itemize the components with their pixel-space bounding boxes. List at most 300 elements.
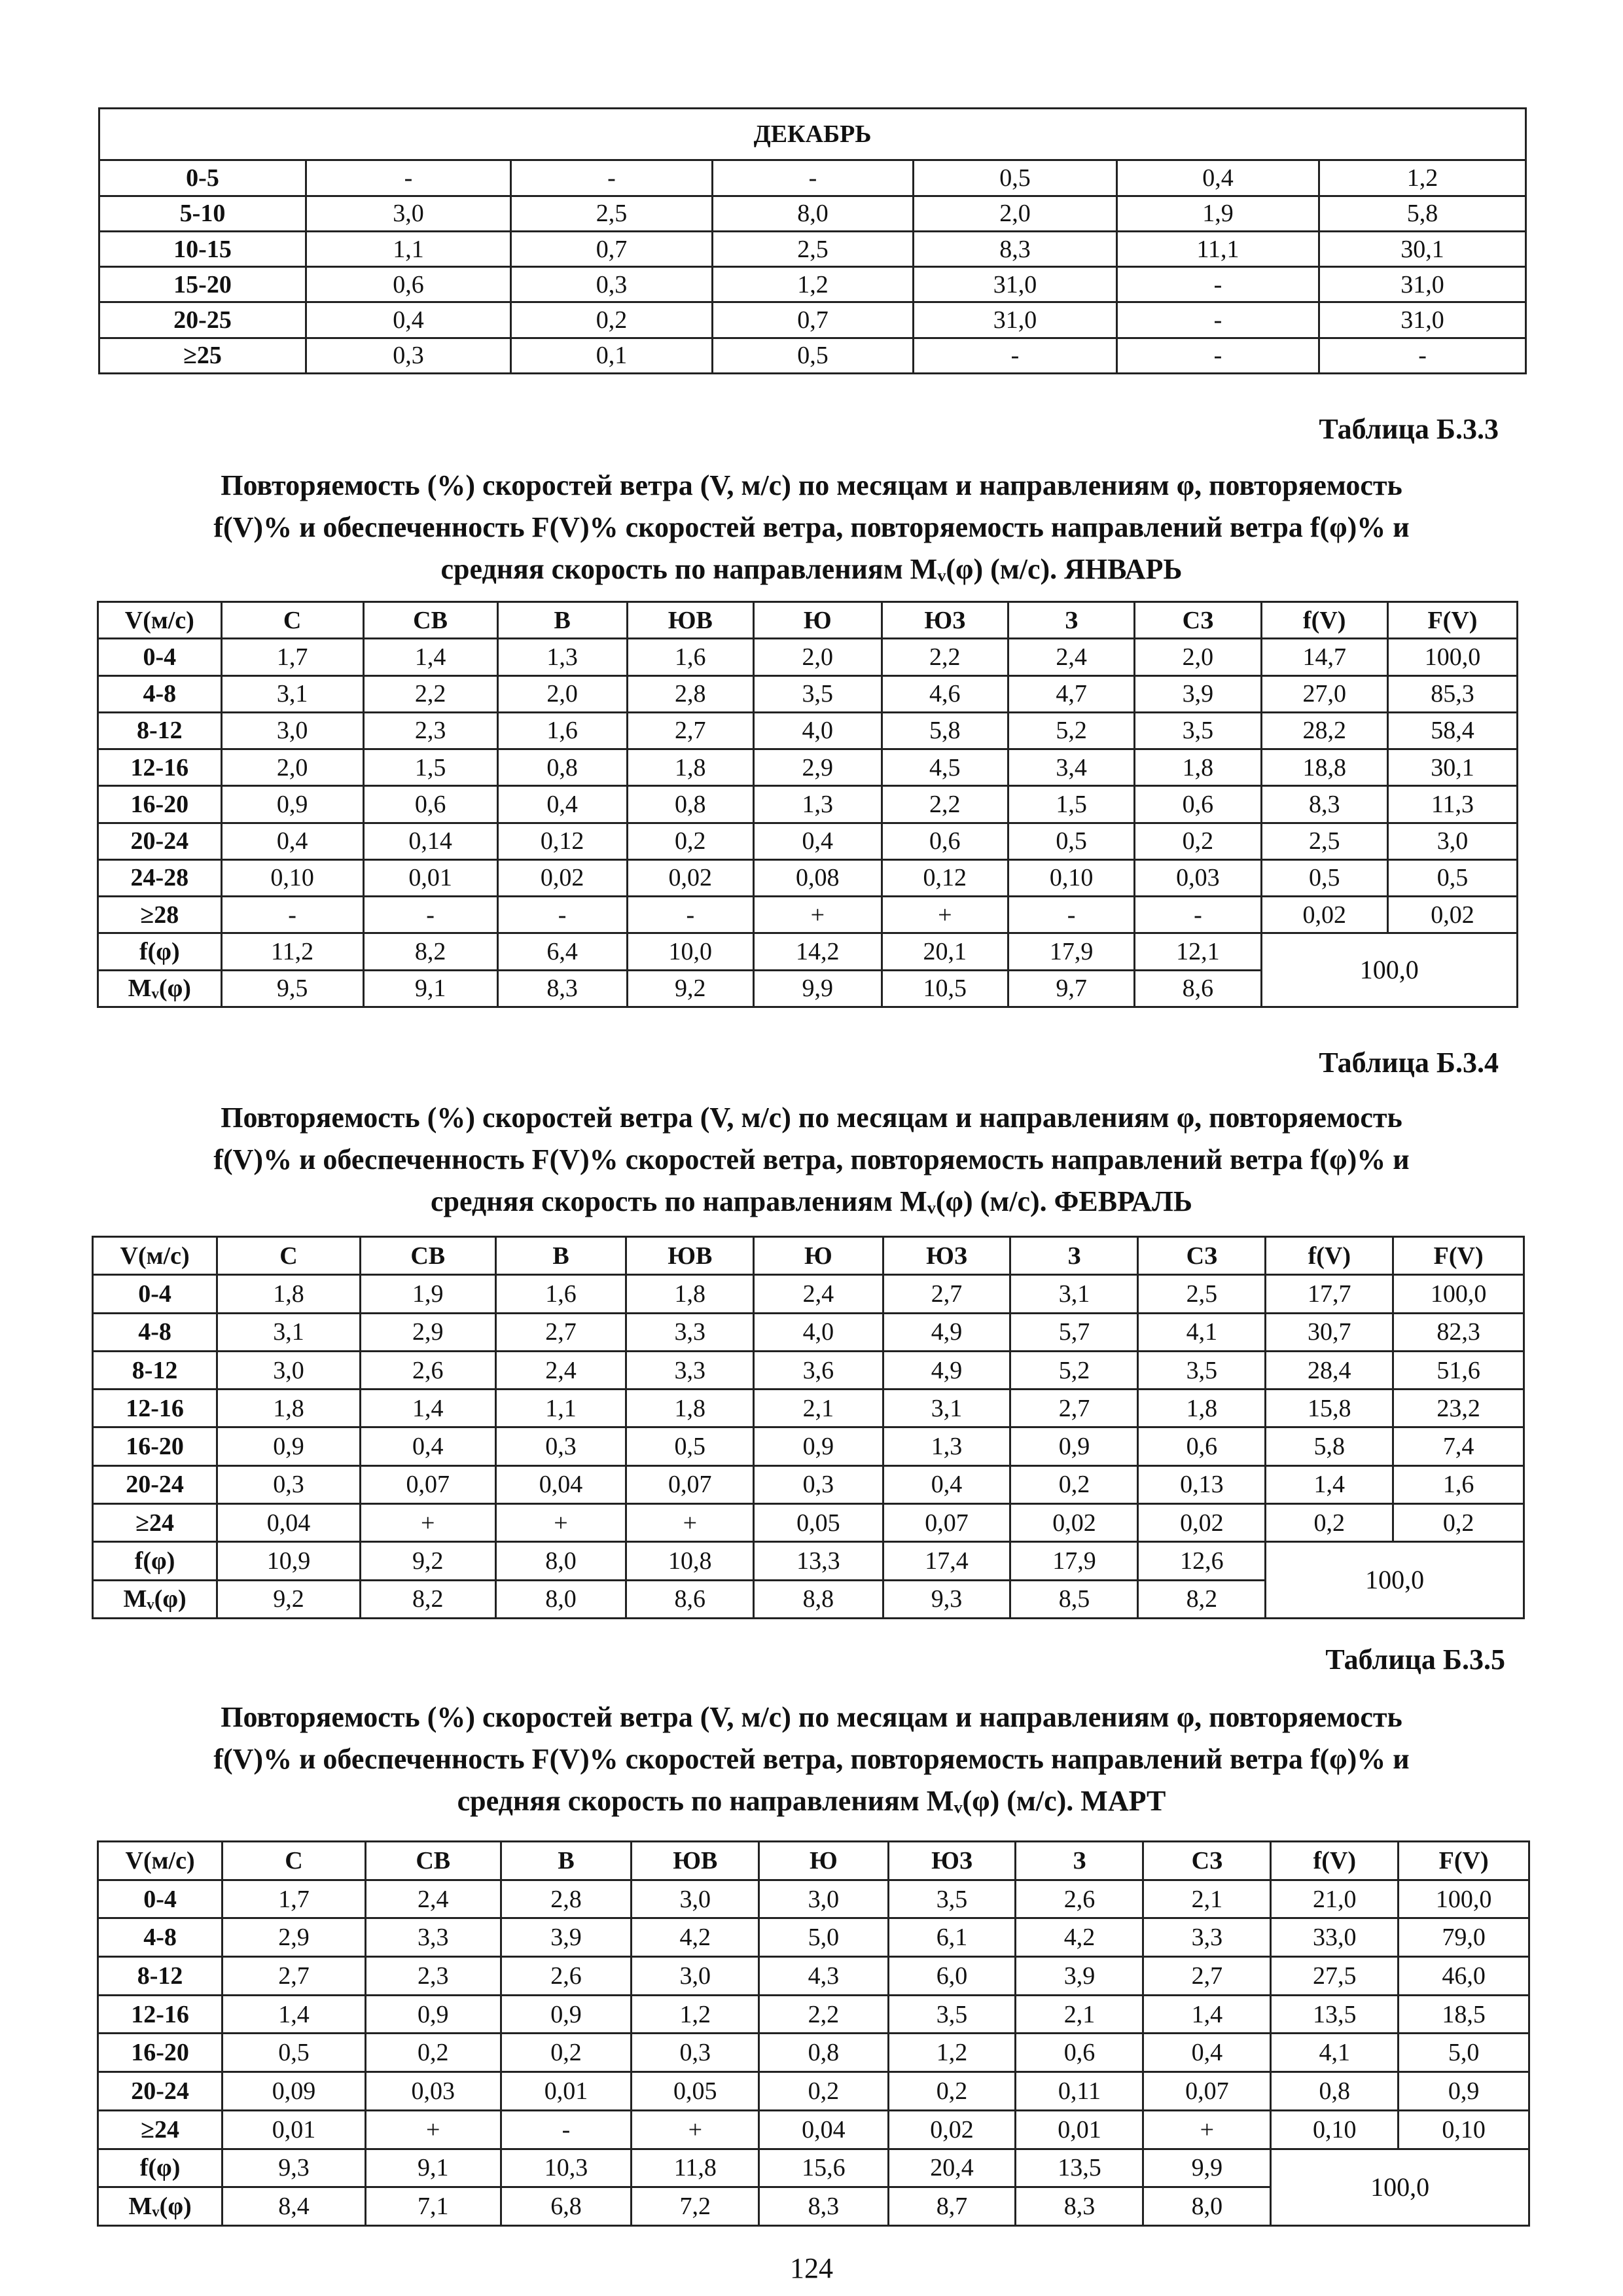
table-cell: 2,0	[497, 675, 627, 712]
table-cell: 4,2	[1016, 1918, 1143, 1957]
table-cell: 2,0	[221, 749, 363, 786]
table-cell: 0,5	[223, 2034, 366, 2072]
column-header: СВ	[365, 1842, 501, 1880]
table-cell: 0,3	[632, 2034, 759, 2072]
table-cell: 9,1	[363, 970, 497, 1007]
table-cell: 0,04	[495, 1465, 626, 1503]
table-cell: 1,9	[360, 1275, 495, 1313]
table-cell: 2,7	[1010, 1390, 1138, 1427]
table-cell: 0,07	[883, 1504, 1010, 1542]
row-label: 8-12	[98, 1957, 223, 1996]
table-cell: 0,8	[1271, 2072, 1399, 2111]
table-cell: 2,5	[1138, 1275, 1266, 1313]
table-cell: +	[495, 1504, 626, 1542]
table-cell: 3,4	[1008, 749, 1134, 786]
table-cell: 2,2	[882, 786, 1008, 823]
table-row	[93, 1427, 1524, 1465]
table-cell: 4,0	[754, 1313, 883, 1351]
row-label: 16-20	[93, 1427, 217, 1465]
table-cell: 28,2	[1261, 712, 1387, 749]
table-cell: 8,0	[713, 196, 914, 231]
table-cell: 2,1	[1016, 1995, 1143, 2034]
table-row	[98, 2072, 1529, 2111]
table-cell: 9,2	[360, 1542, 495, 1580]
table-cell: 5,7	[1010, 1313, 1138, 1351]
table-cell: 0,4	[753, 823, 882, 859]
table-row	[98, 712, 1518, 749]
table-cell: 11,8	[632, 2149, 759, 2187]
table-cell: 15,6	[759, 2149, 888, 2187]
table-cell: 1,3	[753, 786, 882, 823]
table-cell: -	[1008, 897, 1134, 933]
table-cell: 31,0	[1319, 302, 1526, 338]
table-cell: 0,13	[1138, 1465, 1266, 1503]
row-label: 20-24	[93, 1465, 217, 1503]
table-cell: 0,5	[626, 1427, 754, 1465]
row-label: Mᵥ(φ)	[98, 2187, 223, 2226]
table-cell: 0,02	[1138, 1504, 1266, 1542]
table-cell: 9,7	[1008, 970, 1134, 1007]
caption-line: f(V)% и обеспеченность F(V)% скоростей ветра, повторяемость направлений ветра f(φ)% и	[213, 1743, 1410, 1775]
table-cell: 0,02	[497, 859, 627, 896]
table-cell: 0,9	[217, 1427, 361, 1465]
table-cell: 0,7	[713, 302, 914, 338]
table-cell: 2,9	[360, 1313, 495, 1351]
column-header: СЗ	[1138, 1237, 1266, 1275]
table-row	[98, 639, 1518, 675]
table-cell: 1,1	[495, 1390, 626, 1427]
table-cell: 0,3	[495, 1427, 626, 1465]
table-cell: 1,8	[217, 1390, 361, 1427]
table-cell: 0,09	[223, 2072, 366, 2111]
table-cell: 1,4	[363, 639, 497, 675]
table-cell: 0,04	[759, 2110, 888, 2149]
table-cell: 0,02	[1261, 897, 1387, 933]
row-label: Mᵥ(φ)	[98, 970, 222, 1007]
table-cell: 3,3	[1143, 1918, 1271, 1957]
table-cell: 3,6	[754, 1351, 883, 1389]
table-cell: 3,0	[1387, 823, 1517, 859]
table-cell: 0,6	[1016, 2034, 1143, 2072]
table-cell: 30,7	[1266, 1313, 1393, 1351]
table-cell: 1,4	[1266, 1465, 1393, 1503]
column-header: С	[217, 1237, 361, 1275]
table-cell: 9,2	[217, 1580, 361, 1618]
table-cell: 0,4	[497, 786, 627, 823]
row-label: 0-4	[93, 1275, 217, 1313]
table-cell: 3,5	[753, 675, 882, 712]
table-cell: 11,2	[221, 933, 363, 970]
column-header: В	[495, 1237, 626, 1275]
table-cell: 2,0	[914, 196, 1117, 231]
table-cell: +	[632, 2110, 759, 2149]
table-cell: -	[713, 160, 914, 196]
header-row	[98, 602, 1518, 639]
table-cell: 0,2	[1393, 1504, 1524, 1542]
caption-line: Повторяемость (%) скоростей ветра (V, м/с) по месяцам и направлениям φ, повторяемость	[221, 1701, 1402, 1733]
table-cell: 100,0	[1393, 1275, 1524, 1313]
table-cell: 13,3	[754, 1542, 883, 1580]
table-cell: 3,1	[883, 1390, 1010, 1427]
march-table	[97, 1840, 1530, 2227]
table-cell: 31,0	[914, 267, 1117, 302]
table-cell: 3,0	[221, 712, 363, 749]
table-cell: -	[511, 160, 713, 196]
table-cell: 0,6	[306, 267, 511, 302]
table-row	[93, 1313, 1524, 1351]
table-cell: 2,2	[363, 675, 497, 712]
table-cell: 0,8	[759, 2034, 888, 2072]
table-cell: 1,8	[217, 1275, 361, 1313]
row-label: 10-15	[99, 231, 306, 266]
table-cell: -	[1117, 302, 1319, 338]
table-cell: 1,8	[627, 749, 753, 786]
table-cell: 0,4	[221, 823, 363, 859]
table-cell: 0,9	[365, 1995, 501, 2034]
january-table	[97, 601, 1518, 1008]
table-cell: 0,2	[1010, 1465, 1138, 1503]
row-label: 16-20	[98, 2034, 223, 2072]
table-cell: 1,8	[1135, 749, 1261, 786]
page-number: 124	[790, 2252, 833, 2284]
table-cell: 8,2	[1138, 1580, 1266, 1618]
table-cell: 3,1	[221, 675, 363, 712]
table-cell: 0,9	[1010, 1427, 1138, 1465]
table-cell: 8,0	[495, 1542, 626, 1580]
table-cell: 3,0	[306, 196, 511, 231]
table-cell: 100,0	[1399, 1880, 1529, 1918]
table-cell: 4,7	[1008, 675, 1134, 712]
table-cell: 0,5	[1261, 859, 1387, 896]
table-cell: 2,4	[365, 1880, 501, 1918]
table-cell: 0,4	[1117, 160, 1319, 196]
column-header: V(м/с)	[98, 602, 222, 639]
table-row	[98, 1957, 1529, 1996]
table-cell: 2,1	[754, 1390, 883, 1427]
column-header: ЮЗ	[888, 1842, 1016, 1880]
table-cell: 2,8	[627, 675, 753, 712]
table-cell: 0,01	[223, 2110, 366, 2149]
table-cell: 0,01	[363, 859, 497, 896]
table-cell: 17,4	[883, 1542, 1010, 1580]
table-cell: 2,0	[753, 639, 882, 675]
table-caption	[79, 465, 1544, 590]
table-cell: 3,3	[365, 1918, 501, 1957]
table-cell: 8,7	[888, 2187, 1016, 2226]
table-cell: -	[497, 897, 627, 933]
table-cell: 2,7	[1143, 1957, 1271, 1996]
table-cell: 85,3	[1387, 675, 1517, 712]
table-row	[98, 786, 1518, 823]
table-cell: 1,6	[627, 639, 753, 675]
table-cell: 100,0	[1387, 639, 1517, 675]
table-cell: 8,3	[759, 2187, 888, 2226]
table-cell: 3,1	[217, 1313, 361, 1351]
column-header: Ю	[754, 1237, 883, 1275]
caption-line: средняя скорость по направлениям Mᵥ(φ) (м/с). ЯНВАРЬ	[440, 553, 1183, 585]
row-label: 15-20	[99, 267, 306, 302]
column-header: СЗ	[1143, 1842, 1271, 1880]
row-label: ≥28	[98, 897, 222, 933]
table-row	[93, 1465, 1524, 1503]
table-cell: 0,1	[511, 338, 713, 373]
table-cell: 18,5	[1399, 1995, 1529, 2034]
table-cell: 0,2	[627, 823, 753, 859]
table-cell: 4,0	[753, 712, 882, 749]
table-cell: 12,1	[1135, 933, 1261, 970]
column-header: F(V)	[1399, 1842, 1529, 1880]
table-cell: 0,2	[1266, 1504, 1393, 1542]
table-cell: 3,0	[217, 1351, 361, 1389]
table-cell: 0,11	[1016, 2072, 1143, 2111]
table-cell: 2,3	[363, 712, 497, 749]
table-cell: 1,7	[221, 639, 363, 675]
column-header: f(V)	[1271, 1842, 1399, 1880]
table-cell: 2,7	[223, 1957, 366, 1996]
table-cell: 13,5	[1016, 2149, 1143, 2187]
table-cell: 4,3	[759, 1957, 888, 1996]
column-header: СВ	[360, 1237, 495, 1275]
table-cell: 0,2	[365, 2034, 501, 2072]
table-cell: 3,9	[1135, 675, 1261, 712]
table-cell: 3,9	[501, 1918, 632, 1957]
table-cell: 11,3	[1387, 786, 1517, 823]
table-cell: 5,8	[1319, 196, 1526, 231]
table-cell: 2,5	[713, 231, 914, 266]
column-header: ЮВ	[627, 602, 753, 639]
table-cell: 0,9	[501, 1995, 632, 2034]
table-cell: 3,5	[1135, 712, 1261, 749]
column-header: З	[1016, 1842, 1143, 1880]
table-cell: 5,8	[1266, 1427, 1393, 1465]
table-row	[99, 267, 1526, 302]
row-label: 20-24	[98, 823, 222, 859]
table-cell: -	[627, 897, 753, 933]
table-cell: 0,02	[1387, 897, 1517, 933]
table-cell: 3,1	[1010, 1275, 1138, 1313]
row-label: 12-16	[98, 749, 222, 786]
table-cell: 1,4	[223, 1995, 366, 2034]
table-cell: 4,2	[632, 1918, 759, 1957]
table-row	[93, 1351, 1524, 1389]
table-cell: 0,2	[1135, 823, 1261, 859]
table-cell: 9,3	[223, 2149, 366, 2187]
table-cell: 0,10	[221, 859, 363, 896]
column-header: СВ	[363, 602, 497, 639]
table-cell: 8,0	[495, 1580, 626, 1618]
table-cell: 7,1	[365, 2187, 501, 2226]
table-cell: 0,12	[882, 859, 1008, 896]
table-cell: +	[882, 897, 1008, 933]
table-cell: 14,7	[1261, 639, 1387, 675]
table-cell: 1,2	[888, 2034, 1016, 2072]
table-cell: 3,0	[632, 1880, 759, 1918]
table-cell: 2,1	[1143, 1880, 1271, 1918]
table-cell: 0,6	[882, 823, 1008, 859]
total-cell: 100,0	[1271, 2149, 1529, 2226]
table-cell: 27,5	[1271, 1957, 1399, 1996]
table-cell: 0,02	[1010, 1504, 1138, 1542]
table-cell: +	[753, 897, 882, 933]
column-header: В	[501, 1842, 632, 1880]
table-row	[93, 1390, 1524, 1427]
row-label: 5-10	[99, 196, 306, 231]
table-cell: 9,9	[753, 970, 882, 1007]
table-cell: 1,8	[626, 1275, 754, 1313]
caption-line: Повторяемость (%) скоростей ветра (V, м/с) по месяцам и направлениям φ, повторяемость	[221, 1102, 1402, 1134]
row-label: 0-5	[99, 160, 306, 196]
table-cell: 7,2	[632, 2187, 759, 2226]
header-row	[98, 1842, 1529, 1880]
table-cell: 1,2	[713, 267, 914, 302]
f-phi-row	[98, 2149, 1529, 2187]
table-row	[93, 1504, 1524, 1542]
table-cell: 2,6	[1016, 1880, 1143, 1918]
table-cell: 2,2	[882, 639, 1008, 675]
table-cell: +	[1143, 2110, 1271, 2149]
row-label: 8-12	[93, 1351, 217, 1389]
row-label: 12-16	[98, 1995, 223, 2034]
table-cell: 0,9	[221, 786, 363, 823]
table-cell: 0,05	[632, 2072, 759, 2111]
table-cell: 31,0	[1319, 267, 1526, 302]
column-header: F(V)	[1393, 1237, 1524, 1275]
table-cell: 2,9	[753, 749, 882, 786]
table-cell: 20,4	[888, 2149, 1016, 2187]
table-cell: 0,2	[501, 2034, 632, 2072]
table-cell: 8,3	[1016, 2187, 1143, 2226]
table-cell: +	[365, 2110, 501, 2149]
table-cell: 46,0	[1399, 1957, 1529, 1996]
table-cell: 0,07	[360, 1465, 495, 1503]
column-header: З	[1008, 602, 1134, 639]
column-header: ЮЗ	[882, 602, 1008, 639]
row-label: f(φ)	[98, 2149, 223, 2187]
row-label: f(φ)	[98, 933, 222, 970]
table-cell: 17,9	[1008, 933, 1134, 970]
caption-line: средняя скорость по направлениям Mᵥ(φ) (м/с). МАРТ	[457, 1785, 1166, 1817]
table-cell: 2,0	[1135, 639, 1261, 675]
row-label: 12-16	[93, 1390, 217, 1427]
table-cell: 8,4	[223, 2187, 366, 2226]
column-header: СЗ	[1135, 602, 1261, 639]
table-cell: -	[1117, 338, 1319, 373]
column-header: ЮВ	[626, 1237, 754, 1275]
table-cell: 2,9	[223, 1918, 366, 1957]
table-cell: 11,1	[1117, 231, 1319, 266]
table-cell: 0,14	[363, 823, 497, 859]
table-cell: 0,08	[753, 859, 882, 896]
table-cell: 0,07	[626, 1465, 754, 1503]
table-cell: 0,10	[1271, 2110, 1399, 2149]
table-cell: 20,1	[882, 933, 1008, 970]
table-cell: 0,10	[1399, 2110, 1529, 2149]
table-cell: 0,3	[511, 267, 713, 302]
table-cell: 14,2	[753, 933, 882, 970]
table-cell: 3,0	[759, 1880, 888, 1918]
table-cell: 3,3	[626, 1351, 754, 1389]
table-cell: 8,0	[1143, 2187, 1271, 2226]
table-cell: 1,2	[632, 1995, 759, 2034]
table-cell: 12,6	[1138, 1542, 1266, 1580]
table-cell: 10,9	[217, 1542, 361, 1580]
row-label: 16-20	[98, 786, 222, 823]
f-phi-row	[98, 933, 1518, 970]
table-cell: 8,2	[363, 933, 497, 970]
table-cell: 2,7	[627, 712, 753, 749]
table-cell: 8,5	[1010, 1580, 1138, 1618]
row-label: 20-24	[98, 2072, 223, 2111]
table-cell: 4,9	[883, 1313, 1010, 1351]
table-cell: 2,4	[754, 1275, 883, 1313]
f-phi-row	[93, 1542, 1524, 1580]
table-cell: 3,0	[632, 1957, 759, 1996]
table-cell: 8,8	[754, 1580, 883, 1618]
table-cell: 79,0	[1399, 1918, 1529, 1957]
table-cell: 0,9	[1399, 2072, 1529, 2111]
row-label: Mᵥ(φ)	[93, 1580, 217, 1618]
table-cell: 4,9	[883, 1351, 1010, 1389]
december-table	[98, 107, 1527, 374]
table-cell: 0,12	[497, 823, 627, 859]
table-cell: 10,0	[627, 933, 753, 970]
table-row	[98, 823, 1518, 859]
table-cell: 0,7	[511, 231, 713, 266]
table-cell: 15,8	[1266, 1390, 1393, 1427]
table-cell: 21,0	[1271, 1880, 1399, 1918]
row-label: ≥25	[99, 338, 306, 373]
february-table	[92, 1236, 1525, 1619]
column-header: V(м/с)	[93, 1237, 217, 1275]
table-cell: 6,0	[888, 1957, 1016, 1996]
table-cell: 23,2	[1393, 1390, 1524, 1427]
table-cell: 5,8	[882, 712, 1008, 749]
table-cell: 13,5	[1271, 1995, 1399, 2034]
table-cell: 0,3	[217, 1465, 361, 1503]
table-cell: 1,4	[360, 1390, 495, 1427]
table-cell: 0,5	[713, 338, 914, 373]
table-cell: 33,0	[1271, 1918, 1399, 1957]
table-row	[99, 160, 1526, 196]
table-cell: 0,3	[754, 1465, 883, 1503]
header-row	[93, 1237, 1524, 1275]
row-label: 8-12	[98, 712, 222, 749]
table-cell: 0,8	[627, 786, 753, 823]
table-cell: 0,2	[511, 302, 713, 338]
table-cell: 0,3	[306, 338, 511, 373]
table-cell: 8,6	[1135, 970, 1261, 1007]
table-cell: 1,1	[306, 231, 511, 266]
table-cell: 1,6	[1393, 1465, 1524, 1503]
table-cell: -	[306, 160, 511, 196]
table-cell: 28,4	[1266, 1351, 1393, 1389]
table-cell: 0,6	[1135, 786, 1261, 823]
table-cell: 27,0	[1261, 675, 1387, 712]
row-label: 20-25	[99, 302, 306, 338]
table-cell: 0,5	[914, 160, 1117, 196]
total-cell: 100,0	[1266, 1542, 1524, 1619]
caption-line: Повторяемость (%) скоростей ветра (V, м/с) по месяцам и направлениям φ, повторяемость	[221, 469, 1402, 501]
table-cell: 0,04	[217, 1504, 361, 1542]
table-cell: -	[1135, 897, 1261, 933]
table-cell: 6,1	[888, 1918, 1016, 1957]
table-row	[98, 897, 1518, 933]
row-label: 24-28	[98, 859, 222, 896]
table-row	[98, 859, 1518, 896]
table-cell: 1,5	[363, 749, 497, 786]
table-row	[98, 1995, 1529, 2034]
column-header: ЮЗ	[883, 1237, 1010, 1275]
